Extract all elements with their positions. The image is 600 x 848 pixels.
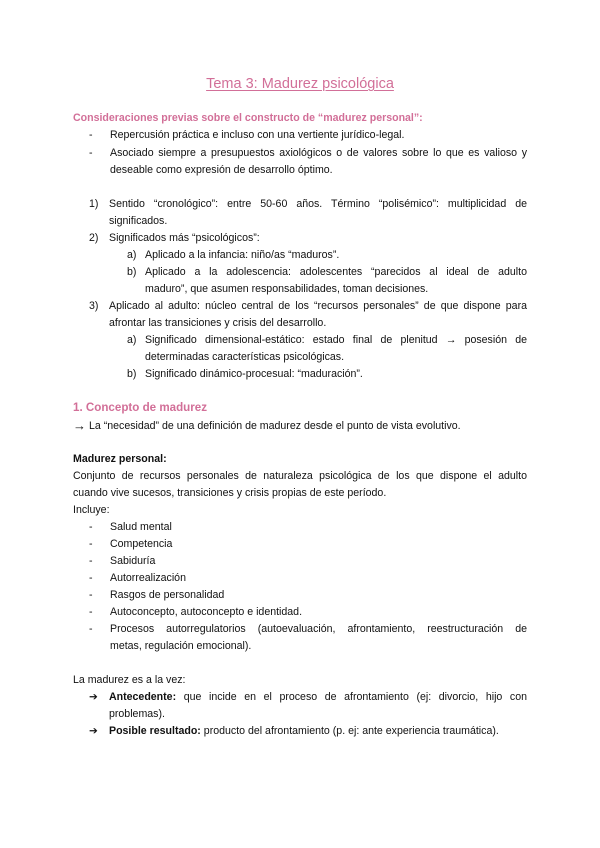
list-number: 3) <box>89 300 99 312</box>
bullet-marker: - <box>89 606 93 618</box>
arrow-item <box>109 723 499 740</box>
sublist-item-text: Aplicado a la adolescencia: adolescentes “parecidos al ideal de adulto <box>145 266 527 278</box>
subsection-heading: Madurez personal: <box>73 453 167 465</box>
list-item: Rasgos de personalidad <box>110 589 225 601</box>
arrow-item-text: producto del afrontamiento (p. ej: ante experiencia traumática). <box>203 725 499 737</box>
bullet-text-continued: deseable como expresión de desarrollo óptimo. <box>110 164 333 176</box>
list-item: Competencia <box>110 538 173 550</box>
sublist-item-text-continued: maduro”, que asumen responsabilidades, toman decisiones. <box>145 283 429 295</box>
arrow-bullet-icon: ➔ <box>89 691 98 703</box>
definition-text-continued: cuando vive sucesos, transiciones y crisis propias de este período. <box>73 487 387 499</box>
list-number: 2) <box>89 232 99 244</box>
bullet-marker: - <box>89 623 93 635</box>
section-intro-text: La “necesidad” de una definición de madurez desde el punto de vista evolutivo. <box>89 420 461 432</box>
page-title: Tema 3: Madurez psicológica <box>206 76 394 92</box>
bullet-text: Repercusión práctica e incluso con una vertiente jurídico-legal. <box>110 129 405 141</box>
arrow-item <box>109 689 527 706</box>
list-item-text-continued: afrontar las transiciones y crisis del desarrollo. <box>109 317 327 329</box>
bullet-marker: - <box>89 538 93 550</box>
bullet-text: Asociado siempre a presupuestos axiológicos o de valores sobre lo que es valioso y <box>110 147 527 159</box>
list-number: 1) <box>89 198 99 210</box>
sublist-letter: b) <box>127 266 137 278</box>
sublist-letter: a) <box>127 249 137 261</box>
bullet-marker: - <box>89 589 93 601</box>
arrow-item-label: Posible resultado: <box>109 725 201 737</box>
list-item-text-continued: significados. <box>109 215 168 227</box>
list-item: Salud mental <box>110 521 172 533</box>
sublist-item-text: Significado dimensional-estático: estado final de plenitud → posesión de <box>145 334 527 346</box>
sublist-letter: a) <box>127 334 137 346</box>
arrow-icon: → <box>73 418 86 433</box>
arrow-item-text: que incide en el proceso de afrontamiento (ej: divorcio, hijo con <box>183 691 527 703</box>
bullet-marker: - <box>89 147 93 159</box>
list-item-continued: metas, regulación emocional). <box>110 640 252 652</box>
includes-label: Incluye: <box>73 504 110 516</box>
considerations-heading: Consideraciones previas sobre el constructo de “madurez personal”: <box>73 112 423 124</box>
sublist-item-text: Aplicado a la infancia: niño/as “maduros”. <box>145 249 340 261</box>
arrow-item-label: Antecedente: <box>109 691 177 703</box>
list-item: Procesos autorregulatorios (autoevaluación, afrontamiento, reestructuración de <box>110 623 527 635</box>
bullet-marker: - <box>89 572 93 584</box>
paragraph-intro: La madurez es a la vez: <box>73 674 186 686</box>
arrow-bullet-icon: ➔ <box>89 725 98 737</box>
bullet-marker: - <box>89 555 93 567</box>
arrow-item-continued: problemas). <box>109 708 165 720</box>
list-item: Sabiduría <box>110 555 156 567</box>
sublist-item-text-continued: determinadas características psicológicas. <box>145 351 345 363</box>
list-item-text: Significados más “psicológicos”: <box>109 232 260 244</box>
section-heading: 1. Concepto de madurez <box>73 401 207 414</box>
list-item: Autoconcepto, autoconcepto e identidad. <box>110 606 303 618</box>
sublist-item-text: Significado dinámico-procesual: “maduración”. <box>145 368 363 380</box>
bullet-marker: - <box>89 521 93 533</box>
sublist-letter: b) <box>127 368 137 380</box>
list-item-text: Sentido “cronológico”: entre 50-60 años. Término “polisémico”: multiplicidad de <box>109 198 527 210</box>
definition-text: Conjunto de recursos personales de naturaleza psicológica de los que dispone el adulto <box>73 470 527 482</box>
list-item-text: Aplicado al adulto: núcleo central de los “recursos personales” de que dispone para <box>109 300 527 312</box>
list-item: Autorrealización <box>110 572 186 584</box>
bullet-marker: - <box>89 129 93 141</box>
